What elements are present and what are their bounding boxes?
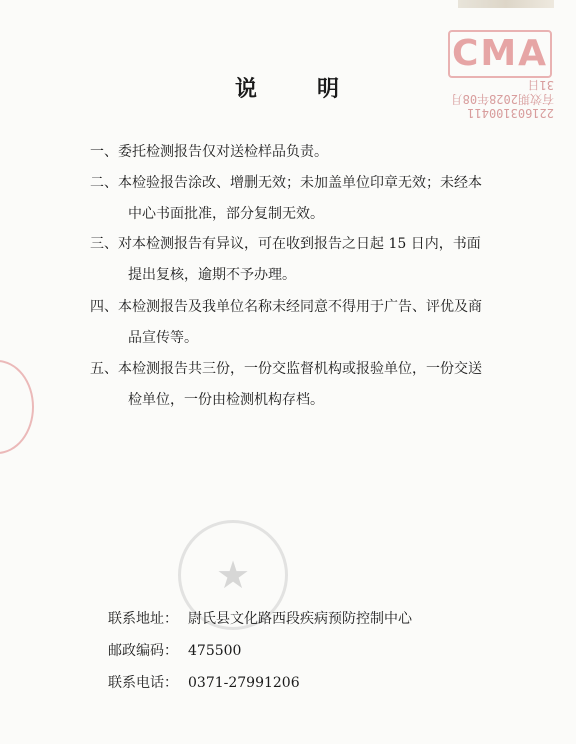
contact-postcode xyxy=(108,640,241,660)
postcode-value: 475500 xyxy=(188,643,242,659)
cma-validity-text: 有效期2028年08月31日 xyxy=(450,78,554,106)
item-number: 五、 xyxy=(90,361,118,377)
list-item xyxy=(90,229,530,291)
item-text-continued: 提出复核，逾期不予办理。 xyxy=(128,267,296,283)
list-item xyxy=(90,168,530,230)
address-value: 尉氏县文化路西段疾病预防控制中心 xyxy=(188,611,412,627)
item-number: 一、 xyxy=(90,144,118,160)
list-item xyxy=(90,292,530,354)
item-text: 对本检测报告有异议，可在收到报告之日起 15 日内，书面 xyxy=(118,236,481,252)
item-text-continued: 中心书面批准，部分复制无效。 xyxy=(128,206,324,222)
binding-mark xyxy=(458,0,554,8)
item-number: 四、 xyxy=(90,299,118,315)
item-number: 二、 xyxy=(90,175,118,191)
cma-stamp-text: CMA xyxy=(451,33,549,74)
list-item xyxy=(90,354,530,416)
item-number: 三、 xyxy=(90,236,118,252)
cma-stamp xyxy=(448,30,552,78)
item-text: 本检测报告及我单位名称未经同意不得用于广告、评优及商 xyxy=(118,299,482,315)
contact-address xyxy=(108,608,412,628)
title-char-1: 说 xyxy=(234,76,259,102)
seal-star-icon: ★ xyxy=(215,553,251,597)
contact-phone xyxy=(108,672,300,692)
item-text: 本检验报告涂改、增删无效；未加盖单位印章无效；未经本 xyxy=(118,175,482,191)
postcode-label: 邮政编码： xyxy=(108,643,178,659)
phone-value: 0371-27991206 xyxy=(188,675,300,691)
item-text: 本检测报告共三份，一份交监督机构或报验单位，一份交送 xyxy=(118,361,482,377)
page-title xyxy=(0,72,576,103)
title-char-2: 明 xyxy=(317,76,342,102)
cma-number-text: 221603100411 xyxy=(467,106,554,120)
left-edge-seal xyxy=(0,360,34,454)
item-text-continued: 检单位，一份由检测机构存档。 xyxy=(128,392,324,408)
list-item xyxy=(90,137,530,168)
item-text: 委托检测报告仅对送检样品负责。 xyxy=(118,144,328,160)
address-label: 联系地址： xyxy=(108,611,178,627)
phone-label: 联系电话： xyxy=(108,675,178,691)
item-text-continued: 品宣传等。 xyxy=(128,330,198,346)
